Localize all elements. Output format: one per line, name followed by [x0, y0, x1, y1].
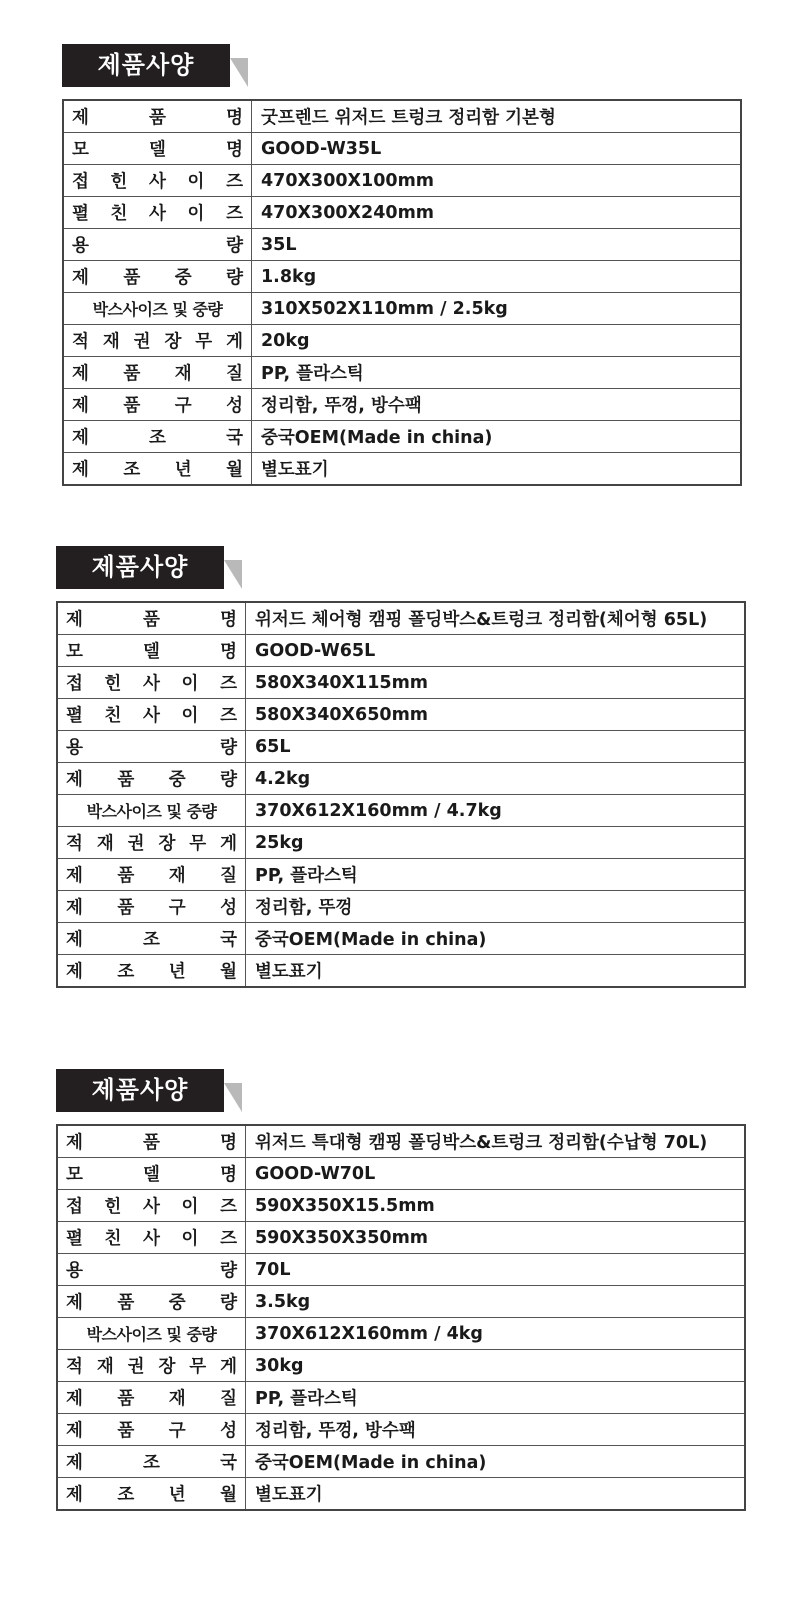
spec-label: 제 품 명	[72, 108, 243, 128]
spec-label: 제 품 재 질	[66, 866, 237, 886]
spec-value: 70L	[246, 1254, 746, 1286]
spec-heading-tab	[62, 44, 742, 87]
spec-label: 제 조 국	[66, 930, 237, 950]
spec-label: 제 품 중 량	[66, 770, 237, 790]
spec-label-cell	[63, 165, 252, 197]
spec-table	[56, 601, 746, 988]
spec-row	[57, 955, 745, 988]
spec-label-cell	[63, 293, 252, 325]
spec-label: 적 재 권 장 무 게	[66, 834, 237, 854]
spec-section-2	[56, 546, 746, 988]
spec-label-cell	[57, 667, 246, 699]
spec-row	[57, 1478, 745, 1511]
spec-label: 제 조 년 월	[72, 460, 243, 480]
spec-label: 박스사이즈 및 중량	[92, 300, 223, 319]
heading-shadow-decoration	[230, 58, 248, 87]
spec-row	[57, 827, 745, 859]
spec-value: 470X300X100mm	[252, 165, 742, 197]
spec-label-cell	[57, 699, 246, 731]
spec-value: 4.2kg	[246, 763, 746, 795]
spec-label-cell	[57, 1350, 246, 1382]
spec-value: 310X502X110mm / 2.5kg	[252, 293, 742, 325]
spec-label-cell	[57, 1382, 246, 1414]
spec-row	[57, 1382, 745, 1414]
spec-value: PP, 플라스틱	[252, 357, 742, 389]
spec-value: 별도표기	[246, 955, 746, 988]
spec-label: 제 품 재 질	[66, 1389, 237, 1409]
spec-label-cell	[57, 1222, 246, 1254]
spec-heading: 제품사양	[56, 1069, 224, 1112]
spec-label: 제 품 명	[66, 1133, 237, 1153]
spec-label: 적 재 권 장 무 게	[66, 1357, 237, 1377]
spec-row	[57, 1190, 745, 1222]
spec-value: GOOD-W70L	[246, 1158, 746, 1190]
spec-label: 용 량	[72, 236, 243, 256]
spec-heading: 제품사양	[56, 546, 224, 589]
spec-row	[57, 795, 745, 827]
spec-value: 370X612X160mm / 4.7kg	[246, 795, 746, 827]
spec-label: 박스사이즈 및 중량	[86, 802, 217, 821]
spec-label-cell	[63, 261, 252, 293]
spec-label: 제 조 국	[66, 1453, 237, 1473]
spec-label-cell	[63, 389, 252, 421]
spec-label: 용 량	[66, 738, 237, 758]
spec-label: 박스사이즈 및 중량	[86, 1325, 217, 1344]
spec-row	[57, 923, 745, 955]
spec-row	[63, 100, 741, 133]
spec-label: 제 품 구 성	[72, 396, 243, 416]
spec-row	[57, 1350, 745, 1382]
spec-value: 별도표기	[252, 453, 742, 486]
spec-row	[63, 229, 741, 261]
spec-table	[62, 99, 742, 486]
spec-label: 접 힌 사 이 즈	[72, 172, 243, 192]
spec-label: 모 델 명	[72, 140, 243, 160]
spec-row	[63, 197, 741, 229]
spec-label-cell	[57, 635, 246, 667]
spec-label: 제 품 중 량	[72, 268, 243, 288]
spec-label: 제 품 명	[66, 610, 237, 630]
spec-label: 모 델 명	[66, 1165, 237, 1185]
spec-label-cell	[57, 827, 246, 859]
spec-label: 모 델 명	[66, 642, 237, 662]
spec-value: 580X340X115mm	[246, 667, 746, 699]
spec-row	[57, 763, 745, 795]
spec-label-cell	[63, 100, 252, 133]
spec-row	[57, 1446, 745, 1478]
spec-row	[57, 1254, 745, 1286]
spec-row	[63, 165, 741, 197]
spec-label: 제 품 재 질	[72, 364, 243, 384]
spec-label-cell	[57, 1254, 246, 1286]
spec-label-cell	[57, 602, 246, 635]
spec-value: 65L	[246, 731, 746, 763]
spec-label: 적 재 권 장 무 게	[72, 332, 243, 352]
spec-value: 35L	[252, 229, 742, 261]
spec-heading: 제품사양	[62, 44, 230, 87]
spec-row	[57, 891, 745, 923]
spec-value: 1.8kg	[252, 261, 742, 293]
spec-label-cell	[63, 325, 252, 357]
spec-value: 정리함, 뚜껑, 방수팩	[246, 1414, 746, 1446]
spec-section-1	[62, 44, 742, 486]
spec-row	[63, 293, 741, 325]
spec-row	[63, 325, 741, 357]
spec-value: 470X300X240mm	[252, 197, 742, 229]
spec-row	[57, 699, 745, 731]
spec-label: 제 품 중 량	[66, 1293, 237, 1313]
spec-value: 3.5kg	[246, 1286, 746, 1318]
spec-value: 20kg	[252, 325, 742, 357]
spec-row	[57, 859, 745, 891]
spec-label-cell	[57, 955, 246, 988]
spec-label: 펼 친 사 이 즈	[66, 1229, 237, 1249]
spec-label: 펼 친 사 이 즈	[66, 706, 237, 726]
spec-row	[57, 1222, 745, 1254]
spec-label-cell	[57, 1125, 246, 1158]
spec-row	[57, 635, 745, 667]
spec-row	[63, 133, 741, 165]
spec-value: 중국OEM(Made in china)	[246, 923, 746, 955]
spec-label-cell	[57, 1414, 246, 1446]
spec-label-cell	[57, 1286, 246, 1318]
spec-label-cell	[57, 923, 246, 955]
spec-value: 580X340X650mm	[246, 699, 746, 731]
spec-value: 중국OEM(Made in china)	[252, 421, 742, 453]
spec-label: 제 조 년 월	[66, 962, 237, 982]
spec-value: 위저드 체어형 캠핑 폴딩박스&트렁크 정리함(체어형 65L)	[246, 602, 746, 635]
spec-label: 제 품 구 성	[66, 898, 237, 918]
spec-label-cell	[63, 357, 252, 389]
spec-row	[63, 261, 741, 293]
spec-row	[63, 421, 741, 453]
spec-value: 별도표기	[246, 1478, 746, 1511]
spec-value: GOOD-W35L	[252, 133, 742, 165]
spec-heading-tab	[56, 1069, 746, 1112]
spec-label-cell	[63, 133, 252, 165]
spec-row	[57, 1158, 745, 1190]
spec-label: 접 힌 사 이 즈	[66, 1197, 237, 1217]
spec-row	[63, 357, 741, 389]
spec-label-cell	[57, 1190, 246, 1222]
spec-label-cell	[63, 197, 252, 229]
spec-label-cell	[57, 731, 246, 763]
spec-label-cell	[57, 763, 246, 795]
spec-label-cell	[57, 1478, 246, 1511]
spec-value: 정리함, 뚜껑, 방수팩	[252, 389, 742, 421]
spec-label-cell	[63, 453, 252, 486]
spec-label-cell	[63, 421, 252, 453]
spec-label-cell	[63, 229, 252, 261]
heading-shadow-decoration	[224, 560, 242, 589]
spec-row	[57, 667, 745, 699]
spec-heading-tab	[56, 546, 746, 589]
spec-label-cell	[57, 1158, 246, 1190]
spec-row	[57, 602, 745, 635]
spec-table	[56, 1124, 746, 1511]
spec-section-3	[56, 1069, 746, 1511]
spec-row	[57, 1125, 745, 1158]
spec-value: 25kg	[246, 827, 746, 859]
spec-label-cell	[57, 1446, 246, 1478]
spec-value: 중국OEM(Made in china)	[246, 1446, 746, 1478]
spec-row	[57, 1286, 745, 1318]
spec-value: 위저드 특대형 캠핑 폴딩박스&트렁크 정리함(수납형 70L)	[246, 1125, 746, 1158]
spec-row	[63, 389, 741, 421]
spec-label: 제 조 국	[72, 428, 243, 448]
spec-label-cell	[57, 859, 246, 891]
spec-label: 제 품 구 성	[66, 1421, 237, 1441]
spec-value: 590X350X350mm	[246, 1222, 746, 1254]
spec-row	[63, 453, 741, 486]
spec-value: PP, 플라스틱	[246, 1382, 746, 1414]
spec-label: 펼 친 사 이 즈	[72, 204, 243, 224]
spec-label: 용 량	[66, 1261, 237, 1281]
spec-label-cell	[57, 891, 246, 923]
spec-value: 굿프렌드 위저드 트렁크 정리함 기본형	[252, 100, 742, 133]
spec-label-cell	[57, 795, 246, 827]
spec-value: 30kg	[246, 1350, 746, 1382]
spec-value: 정리함, 뚜껑	[246, 891, 746, 923]
spec-value: GOOD-W65L	[246, 635, 746, 667]
spec-value: 590X350X15.5mm	[246, 1190, 746, 1222]
spec-label: 접 힌 사 이 즈	[66, 674, 237, 694]
spec-row	[57, 1414, 745, 1446]
spec-row	[57, 1318, 745, 1350]
heading-shadow-decoration	[224, 1083, 242, 1112]
spec-value: 370X612X160mm / 4kg	[246, 1318, 746, 1350]
spec-value: PP, 플라스틱	[246, 859, 746, 891]
spec-label: 제 조 년 월	[66, 1485, 237, 1505]
spec-row	[57, 731, 745, 763]
spec-label-cell	[57, 1318, 246, 1350]
